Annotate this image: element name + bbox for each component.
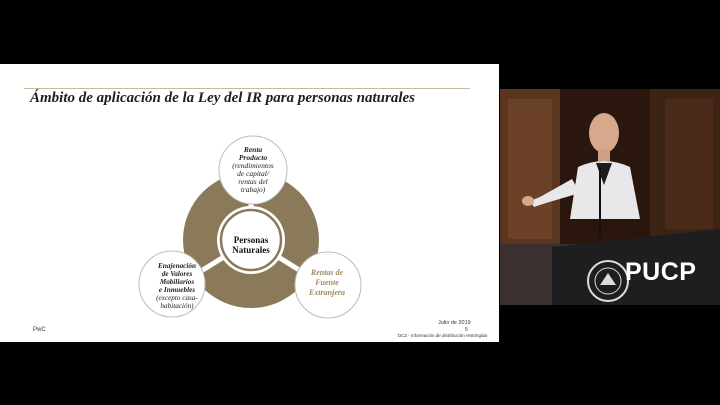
speaker-face <box>589 113 619 153</box>
footer-date: Julio de 2019 <box>438 320 471 326</box>
venn-diagram <box>0 64 499 342</box>
personas-naturales-label: Personas Naturales <box>232 235 270 255</box>
footer-page-number: 5 <box>465 327 468 333</box>
slide-title: Ámbito de aplicación de la Ley del IR para personas naturales <box>30 90 415 106</box>
footer-classification: DC2 - Información de distribución restringida <box>398 333 488 338</box>
footer-brand: PwC <box>33 327 46 333</box>
rentas-fuente-extranjera-label: Rentas de Fuente Extranjera <box>308 268 345 297</box>
enajenacion-label: Enajenación de Valores Mobiliarios e Inmuebles (excepto casa- habitación) <box>156 262 198 310</box>
renta-producto-label: Renta Producto (rendimientos de capital/ rentas del trabajo) <box>232 145 274 194</box>
presentation-slide <box>0 64 499 342</box>
podium-logo-text: PUCP <box>625 258 697 286</box>
microphone <box>599 167 601 237</box>
